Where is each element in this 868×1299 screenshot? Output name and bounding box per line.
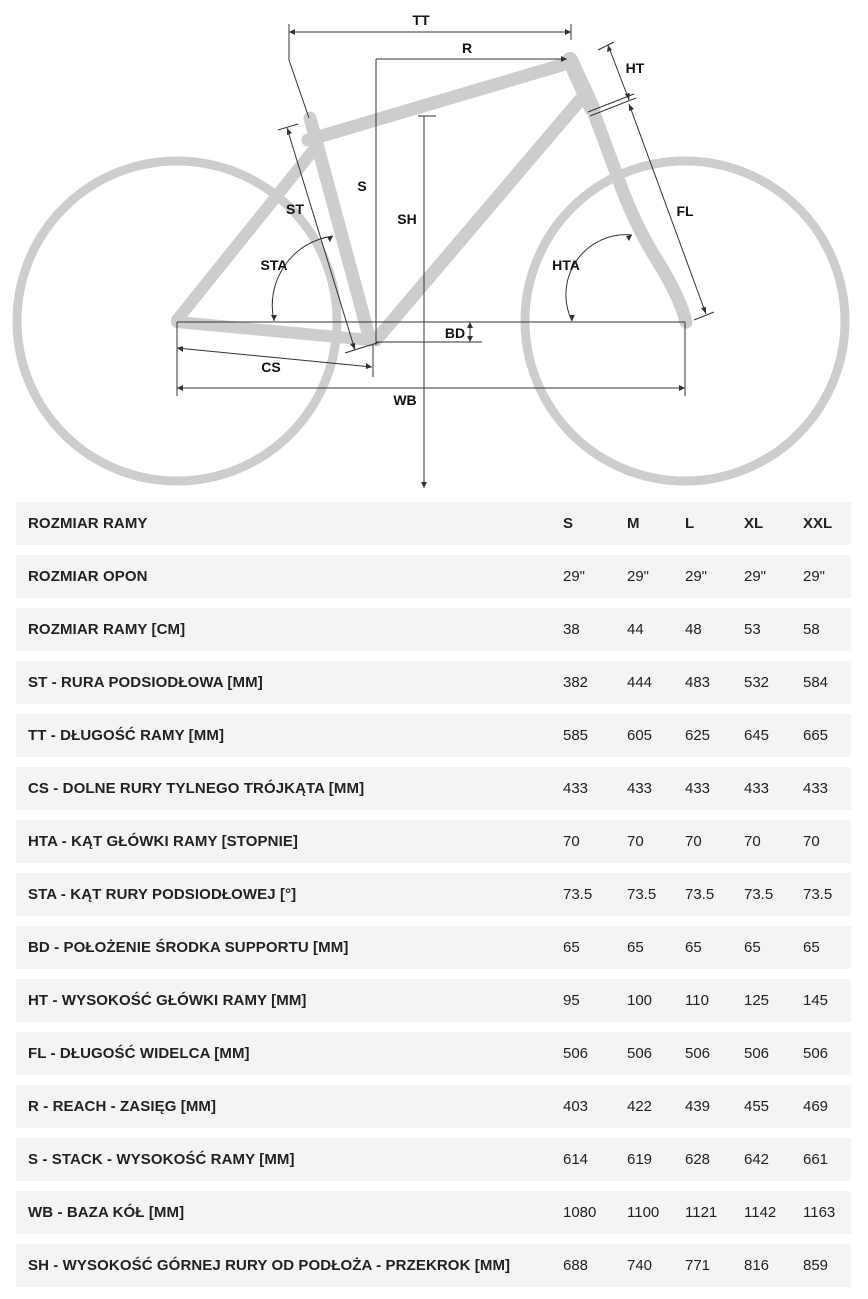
row-value-cell: 65 — [685, 939, 702, 956]
row-value-cell: 73.5 — [685, 886, 715, 903]
row-value-cell: 433 — [744, 780, 770, 797]
size-m-header: M — [627, 515, 640, 532]
row-label: ROZMIAR RAMY [CM] — [28, 621, 186, 638]
row-value-cell: 816 — [744, 1257, 770, 1274]
st-arrow-top — [287, 128, 292, 135]
label-wb: WB — [393, 392, 417, 408]
row-value-cell: 483 — [685, 674, 711, 691]
row-label: S - STACK - WYSOKOŚĆ RAMY [MM] — [28, 1151, 295, 1168]
row-value-cell: 642 — [744, 1151, 770, 1168]
row-value-cell: 70 — [803, 833, 820, 850]
label-fl: FL — [676, 203, 694, 219]
label-ht: HT — [625, 60, 645, 76]
row-value-cell: 53 — [744, 621, 761, 638]
row-value-cell: 65 — [744, 939, 761, 956]
row-value-cell: 532 — [744, 674, 770, 691]
row-value-cell: 740 — [627, 1257, 653, 1274]
row-value-cell: 125 — [744, 992, 770, 1009]
row-value-cell: 665 — [803, 727, 829, 744]
row-value-cell: 469 — [803, 1098, 829, 1115]
row-value-cell: 688 — [563, 1257, 589, 1274]
row-label: WB - BAZA KÓŁ [MM] — [28, 1204, 185, 1221]
row-value-cell: 444 — [627, 674, 653, 691]
table-row — [16, 1138, 851, 1181]
row-value-cell: 44 — [627, 621, 644, 638]
row-value-cell: 382 — [563, 674, 589, 691]
table-row — [16, 767, 851, 810]
row-value-cell: 73.5 — [744, 886, 774, 903]
fl-arrow-top — [629, 104, 634, 111]
table-row — [16, 820, 851, 863]
label-sh: SH — [397, 211, 417, 227]
row-value-cell: 29" — [803, 568, 826, 585]
tt-arrow-left — [289, 29, 295, 35]
row-value-cell: 73.5 — [627, 886, 657, 903]
label-st: ST — [286, 201, 304, 217]
hta-arrow-start — [569, 315, 575, 321]
row-value-cell: 628 — [685, 1151, 711, 1168]
row-value-cell: 70 — [627, 833, 644, 850]
label-s: S — [357, 178, 367, 194]
ht-tick-top — [598, 42, 614, 50]
cs-arrow-right — [366, 363, 372, 369]
table-row — [16, 979, 851, 1022]
row-value-cell: 65 — [563, 939, 580, 956]
row-label: HT - WYSOKOŚĆ GŁÓWKI RAMY [MM] — [28, 992, 307, 1009]
row-value-cell: 506 — [627, 1045, 653, 1062]
row-value-cell: 73.5 — [803, 886, 833, 903]
label-hta: HTA — [552, 257, 580, 273]
row-value-cell: 70 — [685, 833, 702, 850]
st-arrow-bottom — [350, 343, 355, 350]
row-value-cell: 433 — [803, 780, 829, 797]
row-value-cell: 100 — [627, 992, 653, 1009]
label-cs: CS — [261, 359, 281, 375]
row-value-cell: 584 — [803, 674, 829, 691]
row-value-cell: 48 — [685, 621, 702, 638]
sh-arrow-down — [421, 482, 427, 488]
label-r: R — [461, 40, 473, 56]
label-tt: TT — [412, 12, 430, 28]
row-value-cell: 1100 — [627, 1204, 660, 1221]
row-label: FL - DŁUGOŚĆ WIDELCA [MM] — [28, 1045, 250, 1062]
bike-geometry-diagram — [0, 0, 868, 495]
row-value-cell: 1142 — [744, 1204, 777, 1221]
row-value-cell: 58 — [803, 621, 820, 638]
row-value-cell: 145 — [803, 992, 829, 1009]
geometry-table — [16, 502, 851, 1297]
row-value-cell: 439 — [685, 1098, 711, 1115]
row-value-cell: 605 — [627, 727, 653, 744]
table-row — [16, 555, 851, 598]
hta-arc — [566, 235, 632, 321]
tt-drop-line — [289, 60, 309, 118]
row-value-cell: 29" — [685, 568, 708, 585]
row-value-cell: 95 — [563, 992, 580, 1009]
table-row — [16, 1244, 851, 1287]
row-value-cell: 422 — [627, 1098, 653, 1115]
fork — [592, 108, 686, 322]
row-value-cell: 585 — [563, 727, 589, 744]
row-label: ST - RURA PODSIODŁOWA [MM] — [28, 674, 263, 691]
table-row — [16, 714, 851, 757]
row-label: BD - POŁOŻENIE ŚRODKA SUPPORTU [MM] — [28, 939, 349, 956]
sta-arrow-end — [327, 236, 333, 242]
row-label: ROZMIAR OPON — [28, 568, 148, 585]
cs-arrow-left — [177, 346, 183, 352]
label-bd: BD — [444, 325, 466, 341]
size-l-header: L — [685, 515, 695, 532]
row-value-cell: 506 — [803, 1045, 829, 1062]
table-row — [16, 926, 851, 969]
row-label: TT - DŁUGOŚĆ RAMY [MM] — [28, 727, 225, 744]
row-value-cell: 506 — [563, 1045, 589, 1062]
size-s-header: S — [563, 515, 574, 532]
row-value-cell: 455 — [744, 1098, 770, 1115]
row-value-cell: 619 — [627, 1151, 653, 1168]
ht-arrow-top — [607, 45, 612, 52]
fl-arrow-bottom — [701, 307, 706, 314]
label-sta: STA — [260, 257, 288, 273]
table-body — [16, 555, 851, 1287]
row-value-cell: 65 — [803, 939, 820, 956]
tt-arrow-right — [565, 29, 571, 35]
size-xl-header: XL — [744, 515, 764, 532]
row-value-cell: 433 — [685, 780, 711, 797]
row-value-cell: 771 — [685, 1257, 711, 1274]
hta-arrow-end — [626, 235, 632, 241]
row-value-cell: 625 — [685, 727, 711, 744]
table-row — [16, 661, 851, 704]
size-xxl-header: XXL — [803, 515, 833, 532]
row-label: CS - DOLNE RURY TYLNEGO TRÓJKĄTA [MM] — [28, 780, 365, 797]
row-value-cell: 110 — [685, 992, 709, 1009]
row-value-cell: 645 — [744, 727, 770, 744]
row-value-cell: 661 — [803, 1151, 829, 1168]
row-value-cell: 1121 — [685, 1204, 718, 1221]
table-row — [16, 873, 851, 916]
row-value-cell: 614 — [563, 1151, 589, 1168]
table-row — [16, 608, 851, 651]
table-row — [16, 1191, 851, 1234]
row-value-cell: 70 — [563, 833, 580, 850]
row-value-cell: 506 — [744, 1045, 770, 1062]
row-value-cell: 1163 — [803, 1204, 836, 1221]
header-label: ROZMIAR RAMY — [28, 515, 148, 532]
row-value-cell: 73.5 — [563, 886, 593, 903]
row-label: STA - KĄT RURY PODSIODŁOWEJ [°] — [28, 886, 297, 903]
table-row — [16, 1085, 851, 1128]
row-value-cell: 29" — [627, 568, 650, 585]
sta-arrow-start — [271, 315, 277, 321]
row-value-cell: 70 — [744, 833, 761, 850]
row-value-cell: 403 — [563, 1098, 589, 1115]
row-label: SH - WYSOKOŚĆ GÓRNEJ RURY OD PODŁOŻA - PRZEKROK [MM] — [28, 1257, 511, 1274]
row-value-cell: 38 — [563, 621, 580, 638]
bd-arrow-up — [467, 322, 473, 328]
wb-arrow-left — [177, 385, 183, 391]
table-header-row — [16, 502, 851, 545]
ht-arrow-bottom — [625, 93, 630, 100]
row-value-cell: 433 — [627, 780, 653, 797]
row-value-cell: 433 — [563, 780, 589, 797]
wb-arrow-right — [679, 385, 685, 391]
row-value-cell: 506 — [685, 1045, 711, 1062]
row-value-cell: 29" — [744, 568, 767, 585]
bike-silhouette — [17, 60, 845, 481]
row-value-cell: 29" — [563, 568, 586, 585]
row-value-cell: 65 — [627, 939, 644, 956]
row-value-cell: 1080 — [563, 1204, 597, 1221]
row-label: R - REACH - ZASIĘG [MM] — [28, 1098, 217, 1115]
row-value-cell: 859 — [803, 1257, 829, 1274]
row-label: HTA - KĄT GŁÓWKI RAMY [STOPNIE] — [28, 833, 299, 850]
table-row — [16, 1032, 851, 1075]
bd-arrow-down — [467, 336, 473, 342]
top-tube — [308, 62, 572, 140]
fl-tick — [694, 312, 714, 320]
